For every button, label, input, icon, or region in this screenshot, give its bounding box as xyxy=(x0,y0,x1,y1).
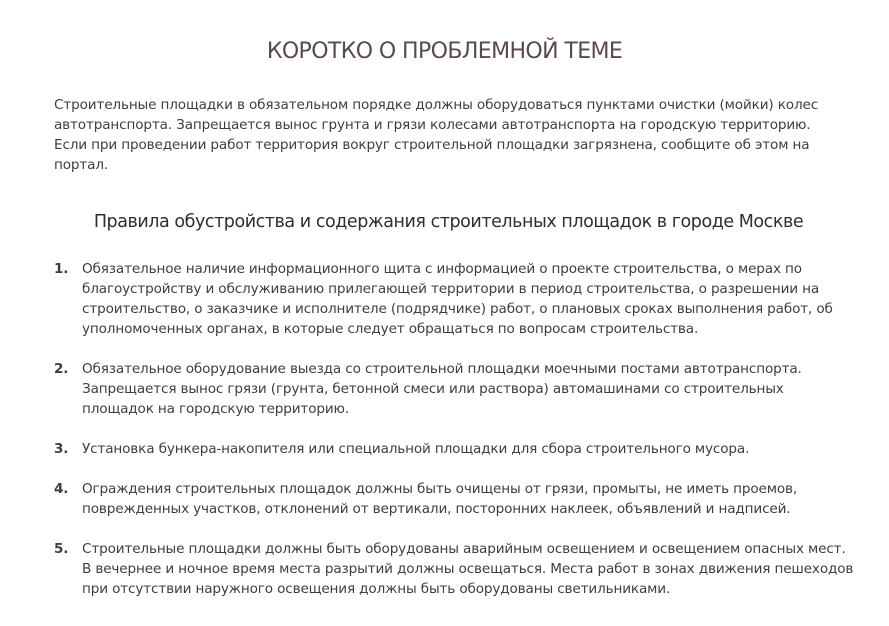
rule-text: Установка бункера-накопителя или специальной площадки для сбора строительного мусора. xyxy=(82,441,750,457)
rule-number: 5. xyxy=(54,541,69,557)
rule-item-2 xyxy=(54,359,854,419)
rule-number: 4. xyxy=(54,481,69,497)
rule-number: 3. xyxy=(54,441,69,457)
rule-text: Строительные площадки должны быть оборудованы аварийным освещением и освещением опасных мест. В вечернее и ночное время места разрытий должны освещаться. Места работ в зонах движения пешеходов при отсутствии наружного освещения должны быть оборудованы светильниками. xyxy=(82,541,854,597)
rule-number: 1. xyxy=(54,261,69,277)
rule-text: Обязательное оборудование выезда со строительной площадки моечными постами автотранспорта. Запрещается вынос грязи (грунта, бетонной смеси или раствора) автомашинами со строительных площадок на городскую территорию. xyxy=(82,361,802,417)
rule-text: Ограждения строительных площадок должны быть очищены от грязи, промыты, не иметь проемов, поврежденных участков, отклонений от вертикали, посторонних наклеек, объявлений и надписей. xyxy=(82,481,798,517)
rule-item-5 xyxy=(54,539,854,599)
rules-list xyxy=(54,259,854,619)
rule-number: 2. xyxy=(54,361,69,377)
rule-item-4 xyxy=(54,479,854,519)
rule-text: Обязательное наличие информационного щита с информацией о проекте строительства, о мерах по благоустройству и обслуживанию прилегающей территории в период строительства, о разрешении на строительство, о заказчике и исполнителе (подрядчике) работ, о плановых сроках выполнения работ, об уполномоченных органах, в которые следует обращаться по вопросам строительства. xyxy=(82,261,833,337)
page-title: КОРОТКО О ПРОБЛЕМНОЙ ТЕМЕ xyxy=(266,39,623,64)
rule-item-3 xyxy=(54,439,854,459)
rule-item-1 xyxy=(54,259,854,339)
intro-paragraph: Строительные площадки в обязательном порядке должны оборудоваться пунктами очистки (мойки) колес автотранспорта. Запрещается вынос грунта и грязи колесами автотранспорта на городскую территорию. Если при проведении работ территория вокруг строительной площадки загрязнена, сообщите об этом на портал. xyxy=(54,97,819,173)
rules-heading: Правила обустройства и содержания строительных площадок в городе Москве xyxy=(93,212,804,232)
